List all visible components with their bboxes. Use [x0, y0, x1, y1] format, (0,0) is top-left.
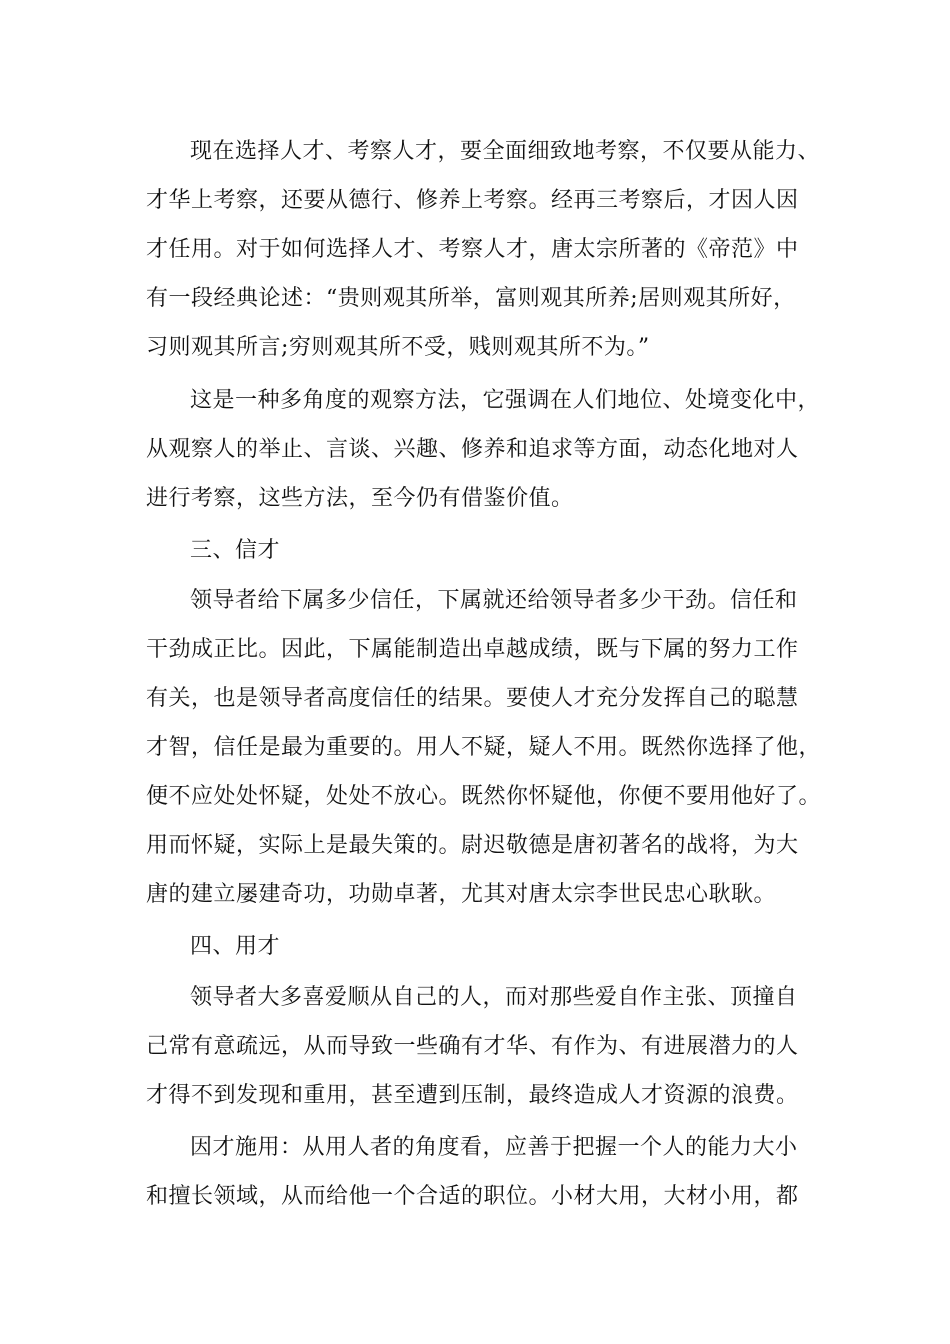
paragraph-line: 因才施用：从用人者的角度看，应善于把握一个人的能力大小: [190, 1135, 798, 1160]
paragraph-line: 进行考察，这些方法，至今仍有借鉴价值。: [146, 486, 574, 511]
paragraph-line: 习则观其所言;穷则观其所不受，贱则观其所不为。”: [146, 335, 650, 360]
paragraph-line: 有一段经典论述：“贵则观其所举，富则观其所养;居则观其所好，: [146, 286, 796, 311]
paragraph-line: 领导者大多喜爱顺从自己的人，而对那些爱自作主张、顶撞自: [190, 985, 798, 1010]
section-heading: 四、用才: [190, 934, 281, 959]
paragraph-line: 这是一种多角度的观察方法，它强调在人们地位、处境变化中，: [190, 388, 821, 413]
paragraph-line: 唐的建立屡建奇功，功勋卓著，尤其对唐太宗李世民忠心耿耿。: [146, 882, 777, 907]
paragraph-line: 才得不到发现和重用，甚至遭到压制，最终造成人才资源的浪费。: [146, 1083, 799, 1108]
paragraph-line: 领导者给下属多少信任，下属就还给领导者多少干劲。信任和: [190, 588, 798, 613]
paragraph-line: 用而怀疑，实际上是最失策的。尉迟敬德是唐初著名的战将，为大: [146, 833, 799, 858]
paragraph-line: 从观察人的举止、言谈、兴趣、修养和追求等方面，动态化地对人: [146, 437, 799, 462]
paragraph-line: 才任用。对于如何选择人才、考察人才，唐太宗所著的《帝范》中: [146, 237, 799, 262]
paragraph-line: 才智，信任是最为重要的。用人不疑，疑人不用。既然你选择了他，: [146, 735, 822, 760]
section-heading: 三、信才: [190, 538, 281, 563]
paragraph-line: 干劲成正比。因此，下属能制造出卓越成绩，既与下属的努力工作: [146, 637, 799, 662]
paragraph-line: 才华上考察，还要从德行、修养上考察。经再三考察后，才因人因: [146, 188, 799, 213]
paragraph-line: 现在选择人才、考察人才，要全面细致地考察，不仅要从能力、: [190, 139, 821, 164]
paragraph-line: 己常有意疏远，从而导致一些确有才华、有作为、有进展潜力的人: [146, 1034, 799, 1059]
paragraph-line: 有关，也是领导者高度信任的结果。要使人才充分发挥自己的聪慧: [146, 686, 799, 711]
paragraph-line: 和擅长领域，从而给他一个合适的职位。小材大用，大材小用，都: [146, 1184, 799, 1209]
paragraph-line: 便不应处处怀疑，处处不放心。既然你怀疑他，你便不要用他好了。: [146, 784, 822, 809]
